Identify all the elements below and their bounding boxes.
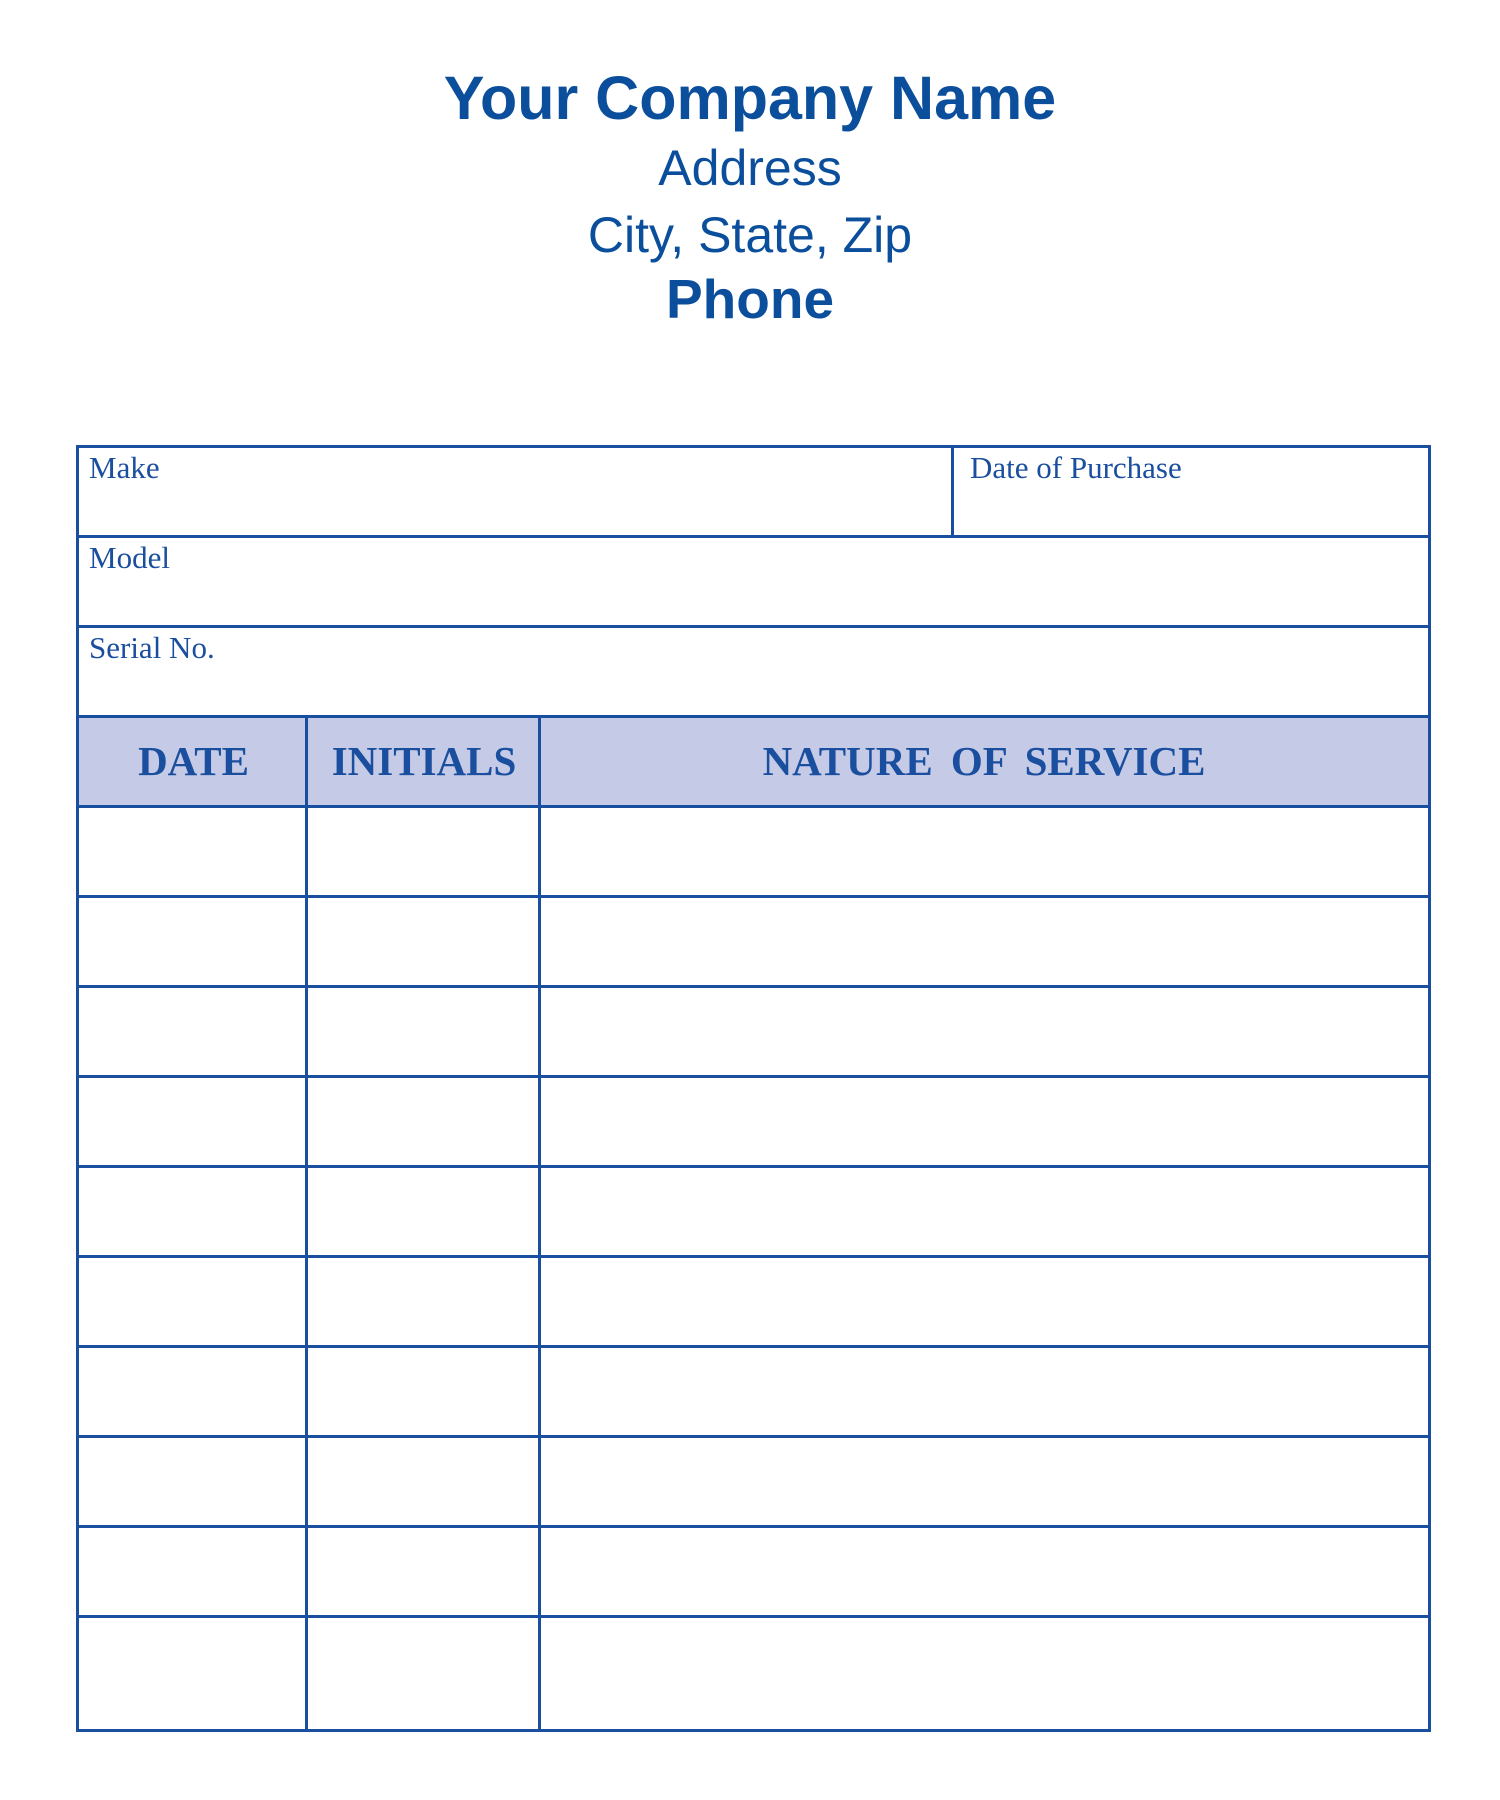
initials-cell[interactable]: [308, 1168, 538, 1255]
company-name: Your Company Name: [443, 64, 1057, 132]
date-cell[interactable]: [79, 1438, 305, 1525]
nature-of-service-cell[interactable]: [541, 1618, 1428, 1732]
nature-of-service-cell[interactable]: [541, 1078, 1428, 1165]
service-table-header: [79, 718, 1428, 808]
column-header-date: DATE: [138, 738, 249, 784]
initials-cell[interactable]: [308, 988, 538, 1075]
table-row: [79, 1258, 1428, 1348]
table-row: [79, 1168, 1428, 1258]
nature-of-service-cell[interactable]: [541, 898, 1428, 985]
nature-of-service-cell[interactable]: [541, 988, 1428, 1075]
nature-of-service-cell[interactable]: [541, 1168, 1428, 1255]
field-divider: [951, 448, 954, 535]
column-divider: [538, 718, 541, 1729]
nature-of-service-cell[interactable]: [541, 1258, 1428, 1345]
table-row: [79, 1528, 1428, 1618]
date-cell[interactable]: [79, 988, 305, 1075]
column-header-initials: INITIALS: [331, 738, 517, 784]
date-cell[interactable]: [79, 1258, 305, 1345]
initials-cell[interactable]: [308, 1528, 538, 1615]
table-row: [79, 1078, 1428, 1168]
make-label: Make: [89, 450, 160, 485]
date-cell[interactable]: [79, 1618, 305, 1732]
nature-of-service-cell[interactable]: [541, 1528, 1428, 1615]
initials-cell[interactable]: [308, 1258, 538, 1345]
company-address: Address: [658, 140, 842, 196]
table-row: [79, 898, 1428, 988]
column-header-nature-of-service: NATURE OF SERVICE: [762, 738, 1206, 784]
nature-of-service-cell[interactable]: [541, 808, 1428, 895]
date-cell[interactable]: [79, 1528, 305, 1615]
date-cell[interactable]: [79, 1348, 305, 1435]
nature-of-service-cell[interactable]: [541, 1438, 1428, 1525]
date-cell[interactable]: [79, 1168, 305, 1255]
initials-cell[interactable]: [308, 898, 538, 985]
model-field[interactable]: [79, 538, 1428, 628]
table-row: [79, 1438, 1428, 1528]
date-cell[interactable]: [79, 808, 305, 895]
date-cell[interactable]: [79, 1078, 305, 1165]
initials-cell[interactable]: [308, 808, 538, 895]
date-of-purchase-label: Date of Purchase: [970, 450, 1182, 485]
initials-cell[interactable]: [308, 1348, 538, 1435]
table-row: [79, 808, 1428, 898]
company-city-state-zip: City, State, Zip: [587, 207, 913, 263]
initials-cell[interactable]: [308, 1438, 538, 1525]
serial-no-label: Serial No.: [89, 630, 215, 665]
model-label: Model: [89, 540, 170, 575]
initials-cell[interactable]: [308, 1078, 538, 1165]
service-record-form: [76, 445, 1431, 1732]
make-field[interactable]: [79, 448, 1428, 538]
column-divider: [305, 718, 308, 1729]
initials-cell[interactable]: [308, 1618, 538, 1732]
table-row: [79, 988, 1428, 1078]
date-cell[interactable]: [79, 898, 305, 985]
company-phone: Phone: [665, 268, 835, 330]
serial-no-field[interactable]: [79, 628, 1428, 718]
service-table-body: [79, 808, 1428, 1732]
nature-of-service-cell[interactable]: [541, 1348, 1428, 1435]
table-row: [79, 1618, 1428, 1732]
table-row: [79, 1348, 1428, 1438]
